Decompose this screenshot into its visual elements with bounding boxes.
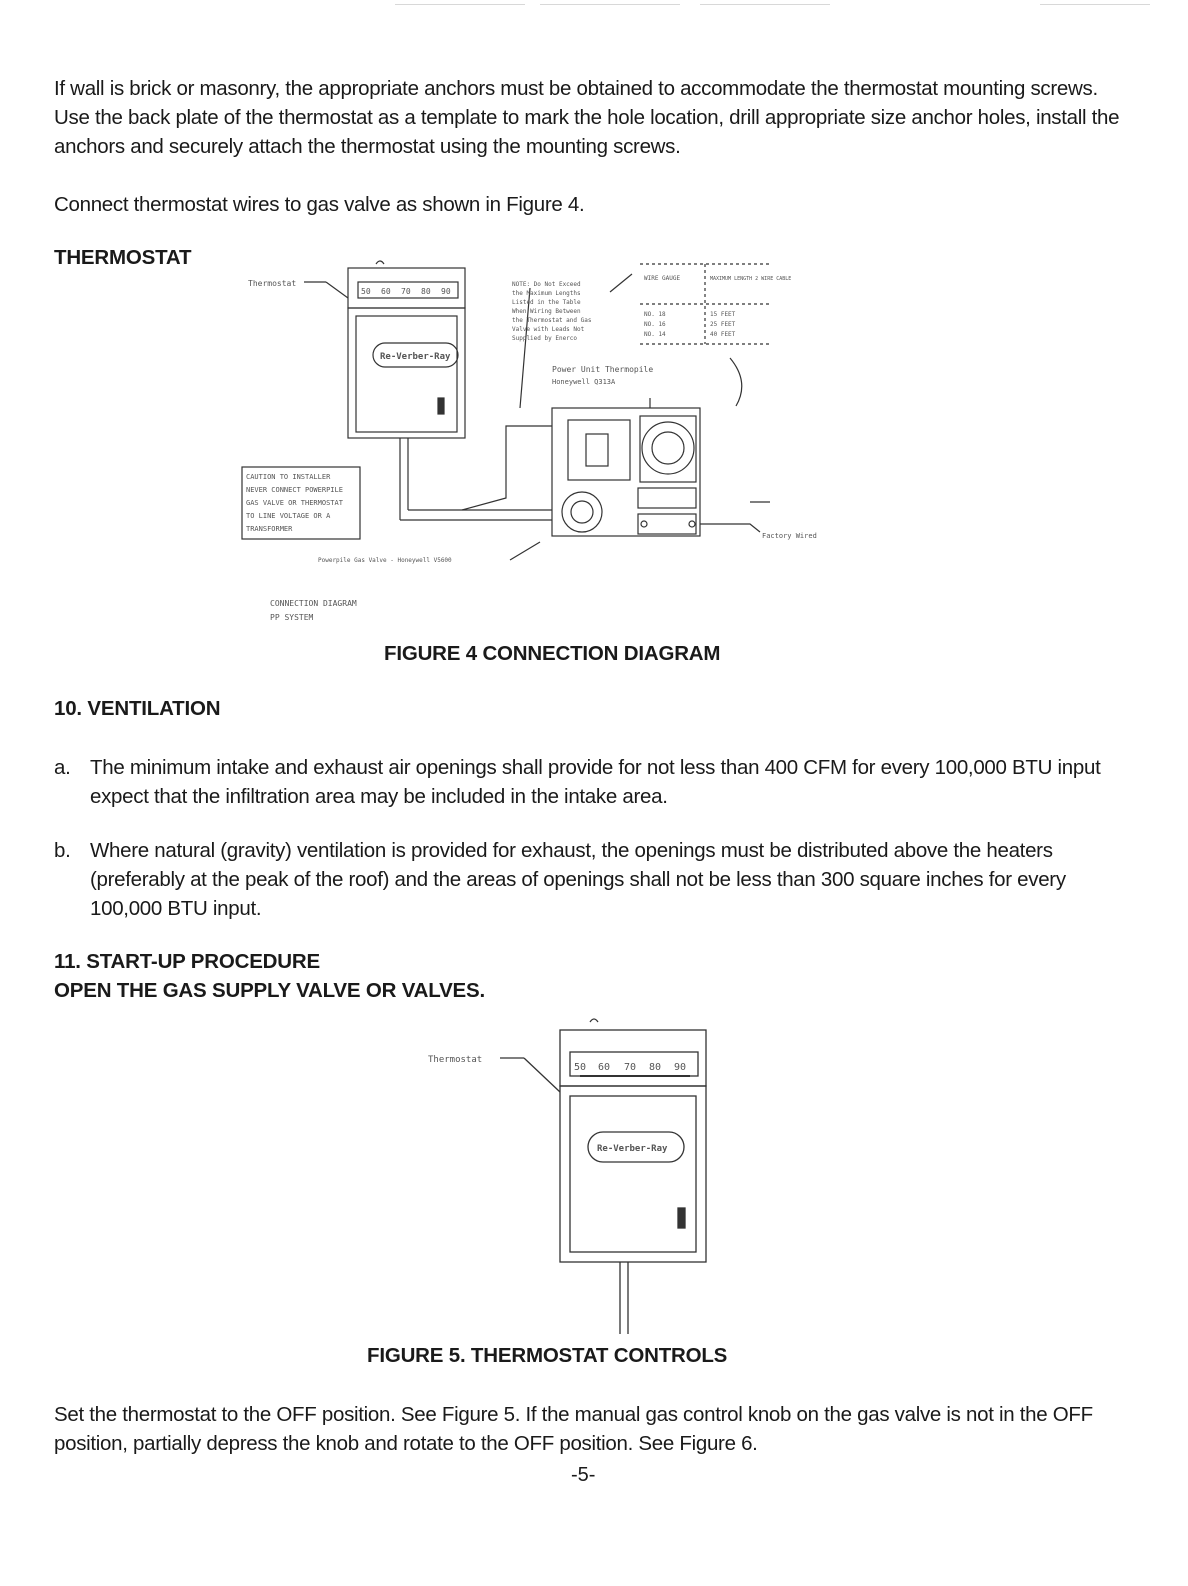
fig5-scale-tick: 60 — [598, 1062, 611, 1073]
fig5-scale-tick: 70 — [624, 1062, 637, 1073]
fig4-note-line: NOTE: Do Not Exceed — [512, 281, 581, 288]
item-label: b. — [54, 839, 71, 862]
fig5-scale-tick: 90 — [674, 1062, 687, 1073]
fig4-diagram-subtitle: PP SYSTEM — [270, 613, 314, 622]
scan-edge-line — [700, 4, 830, 5]
fig4-scale-tick: 80 — [421, 287, 431, 296]
fig4-scale-tick: 90 — [441, 287, 451, 296]
fig4-factory-wired-label: Factory Wired — [762, 532, 817, 540]
fig4-note-line: the Thermostat and Gas — [512, 317, 592, 324]
fig5-scale-tick: 50 — [574, 1062, 587, 1073]
fig4-caution-line: NEVER CONNECT POWERPILE — [246, 486, 343, 494]
scan-edge-line — [1040, 4, 1150, 5]
fig4-thermostat-label: Thermostat — [248, 279, 297, 288]
fig4-note-line: When Wiring Between — [512, 308, 581, 315]
item-label: a. — [54, 756, 71, 779]
fig5-thermostat-label: Thermostat — [428, 1055, 483, 1065]
figure-4-connection-diagram — [230, 248, 870, 638]
figure-5-thermostat-controls — [420, 1012, 730, 1342]
wall-anchor-paragraph: If wall is brick or masonry, the appropriate anchors must be obtained to accommodate the thermostat mounting screws. Use the back plate of the thermostat as a template to mark the hole location, drill appropriate size anchor holes, install the anchors and securely attach the thermostat using the mounting screws. — [54, 77, 1120, 158]
open-gas-heading: OPEN THE GAS SUPPLY VALVE OR VALVES. — [54, 979, 485, 1002]
item-text: The minimum intake and exhaust air openings shall provide for not less than 400 CFM for every 100,000 BTU input expect that the infiltration area may be included in the intake area. — [90, 756, 1101, 808]
fig4-note-line: Valve with Leads Not — [512, 326, 585, 333]
figure-5-caption: FIGURE 5. THERMOSTAT CONTROLS — [367, 1344, 728, 1367]
fig4-power-unit-label: Power Unit Thermopile — [552, 365, 654, 374]
fig4-caution-line: TO LINE VOLTAGE OR A — [246, 512, 331, 520]
fig4-powerpile-label: Powerpile Gas Valve - Honeywell V5600 — [318, 557, 452, 564]
fig4-note-line: the Maximum Lengths — [512, 290, 581, 297]
set-thermostat-paragraph: Set the thermostat to the OFF position. See Figure 5. If the manual gas control knob on the gas valve is not in the OFF position, partially depress the knob and rotate to the OFF position. See Figure 6. — [54, 1403, 1093, 1455]
fig4-diagram-title: CONNECTION DIAGRAM — [270, 599, 357, 608]
fig4-scale-tick: 70 — [401, 287, 411, 296]
fig4-note-line: Listed in the Table — [512, 299, 581, 306]
thermostat-heading: THERMOSTAT — [54, 246, 192, 269]
fig4-scale-tick: 60 — [381, 287, 391, 296]
fig4-table-head: WIRE GAUGE — [644, 275, 681, 282]
ventilation-item-a — [54, 753, 1124, 811]
page-number: -5- — [571, 1464, 596, 1486]
figure-4-caption: FIGURE 4 CONNECTION DIAGRAM — [384, 642, 721, 665]
fig4-table-cell: NO. 14 — [644, 331, 666, 338]
ventilation-item-b — [54, 836, 1124, 923]
scan-edge-line — [540, 4, 680, 5]
fig4-table-cell: 40 FEET — [710, 331, 736, 338]
fig4-caution-line: GAS VALVE OR THERMOSTAT — [246, 499, 343, 507]
fig4-note-line: Supplied by Enerco — [512, 335, 578, 342]
fig4-table-cell: 25 FEET — [710, 321, 736, 328]
item-text: Where natural (gravity) ventilation is provided for exhaust, the openings must be distributed above the heaters (preferably at the peak of the roof) and the areas of openings shall not be less than 300 square inches for every 100,000 BTU input. — [90, 839, 1066, 920]
fig4-brand-logo: Re-Verber-Ray — [380, 352, 451, 362]
fig5-brand-logo: Re-Verber-Ray — [597, 1144, 668, 1154]
connect-wires-paragraph: Connect thermostat wires to gas valve as shown in Figure 4. — [54, 193, 585, 216]
fig4-table-cell: 15 FEET — [710, 311, 736, 318]
fig4-caution-line: TRANSFORMER — [246, 525, 293, 533]
fig4-table-cell: NO. 16 — [644, 321, 666, 328]
fig5-scale-tick: 80 — [649, 1062, 662, 1073]
fig4-table-cell: NO. 18 — [644, 311, 666, 318]
fig4-scale-tick: 50 — [361, 287, 371, 296]
ventilation-heading: 10. VENTILATION — [54, 697, 221, 720]
scan-edge-line — [395, 4, 525, 5]
fig4-table-head: MAXIMUM LENGTH 2 WIRE CABLE — [710, 276, 792, 282]
fig4-caution-line: CAUTION TO INSTALLER — [246, 473, 331, 481]
startup-heading: 11. START-UP PROCEDURE — [54, 950, 320, 973]
fig4-power-unit-model: Honeywell Q313A — [552, 378, 616, 386]
